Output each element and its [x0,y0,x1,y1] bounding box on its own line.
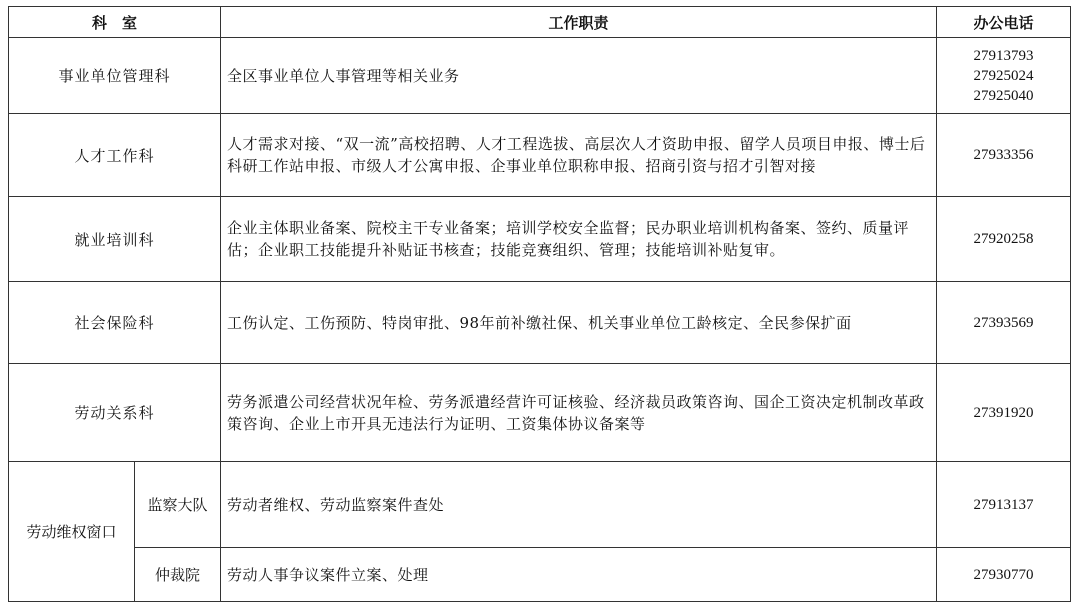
header-department: 科 室 [9,7,221,38]
phone-number: 27930770 [973,566,1034,583]
phone-cell [937,548,1071,602]
table-row [9,114,1071,197]
phone-cell [937,197,1071,282]
phone-number: 27925040 [973,87,1034,104]
header-duties: 工作职责 [221,7,937,38]
phone-cell [937,364,1071,462]
department-name: 社会保险科 [9,282,221,364]
phone-number: 27391920 [973,404,1034,421]
table-row [9,462,1071,548]
department-name: 事业单位管理科 [9,38,221,114]
phone-number: 27913793 [973,47,1034,64]
group-department-name: 劳动维权窗口 [9,462,135,602]
department-name: 人才工作科 [9,114,221,197]
department-duties: 劳务派遣公司经营状况年检、劳务派遣经营许可证核验、经济裁员政策咨询、国企工资决定机制改革政策咨询、企业上市开具无违法行为证明、工资集体协议备案等 [221,364,937,462]
phone-number: 27925024 [973,67,1034,84]
phone-number: 27920258 [973,231,1034,247]
department-table [8,6,1071,602]
table-header-row [9,7,1071,38]
phone-cell [937,114,1071,197]
table-row [9,548,1071,602]
table-row [9,282,1071,364]
sub-department-name: 监察大队 [135,462,221,548]
phone-number: 27393569 [973,314,1034,331]
department-duties: 劳动人事争议案件立案、处理 [221,548,937,602]
table-row [9,364,1071,462]
department-duties: 企业主体职业备案、院校主干专业备案；培训学校安全监督；民办职业培训机构备案、签约、质量评估；企业职工技能提升补贴证书核查；技能竞赛组织、管理；技能培训补贴复审。 [221,197,937,282]
table-row [9,197,1071,282]
phone-number: 27933356 [973,147,1034,163]
department-duties: 全区事业单位人事管理等相关业务 [221,38,937,114]
phone-cell [937,282,1071,364]
phone-cell [937,38,1071,114]
phone-cell [937,462,1071,548]
department-duties: 劳动者维权、劳动监察案件查处 [221,462,937,548]
sub-department-name: 仲裁院 [135,548,221,602]
department-duties: 工伤认定、工伤预防、特岗审批、98年前补缴社保、机关事业单位工龄核定、全民参保扩面 [221,282,937,364]
phone-number: 27913137 [973,496,1034,513]
department-name: 就业培训科 [9,197,221,282]
department-name: 劳动关系科 [9,364,221,462]
header-phone: 办公电话 [937,7,1071,38]
department-duties: 人才需求对接、“双一流”高校招聘、人才工程选拔、高层次人才资助申报、留学人员项目申报、博士后科研工作站申报、市级人才公寓申报、企事业单位职称申报、招商引资与招才引智对接 [221,114,937,197]
table-row [9,38,1071,114]
